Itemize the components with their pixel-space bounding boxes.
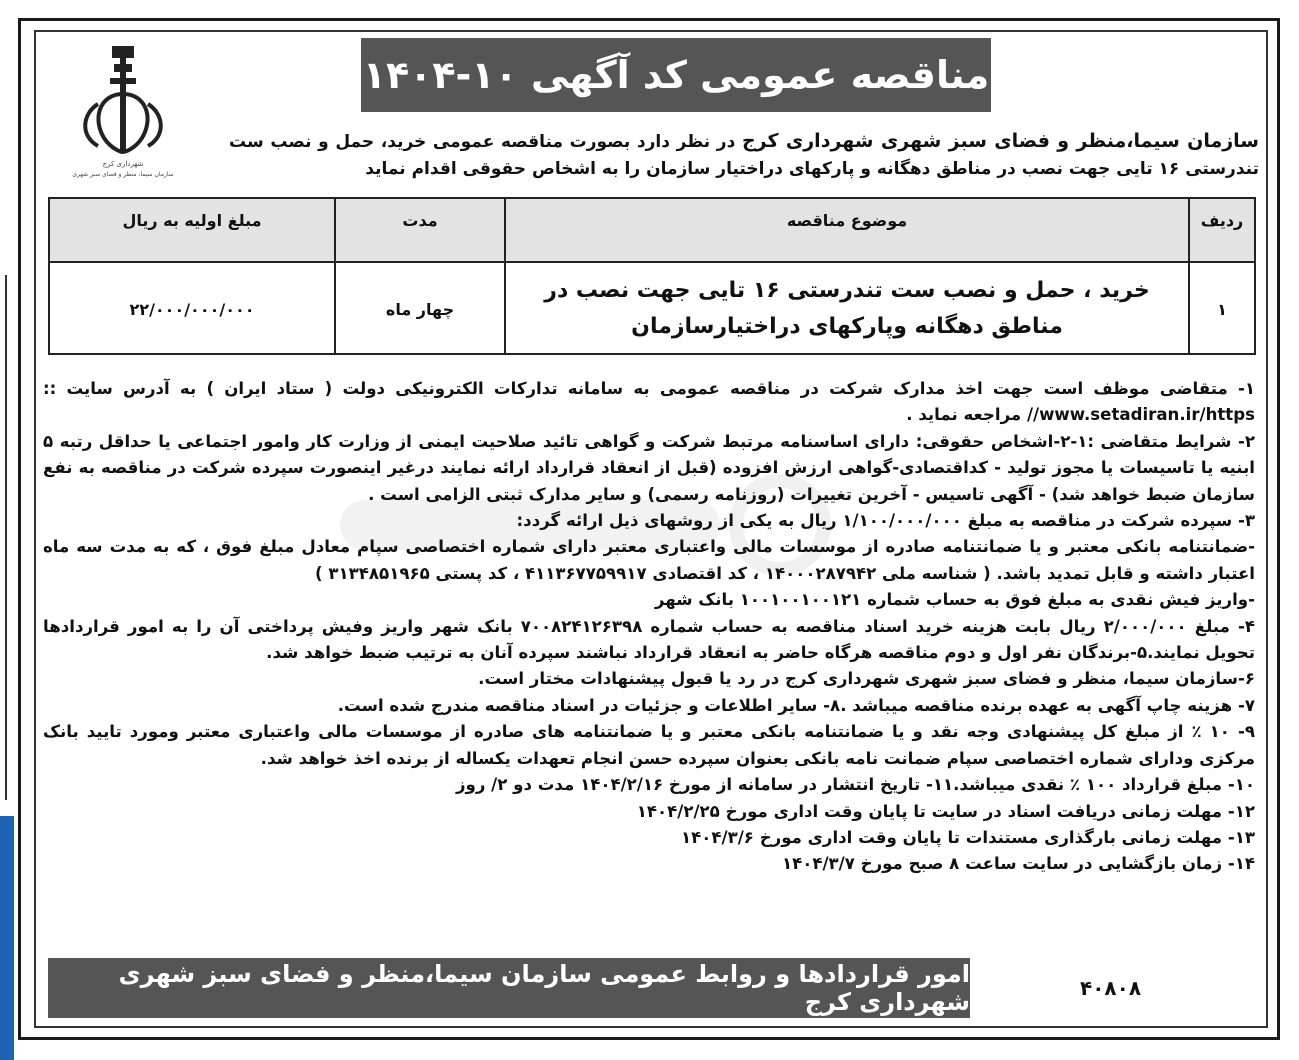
condition-item: ۱۲- مهلت زمانی دریافت اسناد در سایت تا پایان وقت اداری مورخ ۱۴۰۴/۲/۲۵ <box>636 801 1255 821</box>
condition-item: ۱۳- مهلت زمانی بارگذاری مستندات تا پایان وقت اداری مورخ ۱۴۰۴/۳/۶ <box>681 827 1255 847</box>
header-duration: مدت <box>334 199 504 261</box>
header-row-no: ردیف <box>1188 199 1254 261</box>
footer-org: امور قراردادها و روابط عمومی سازمان سیما،منظر و فضای سبز شهری شهرداری کرج <box>48 958 970 1018</box>
cell-amount: ۲۲/۰۰۰/۰۰۰/۰۰۰ <box>129 299 255 319</box>
condition-item: ۱۰- مبلغ قرارداد ۱۰۰ ٪ نقدی میباشد.۱۱- تاریخ انتشار در سامانه از مورخ ۱۴۰۴/۲/۱۶ مدت دو ۲/ روز <box>455 775 1255 795</box>
table-header-row <box>50 199 1254 263</box>
condition-item: ۷- هزینه چاپ آگهی به عهده برنده مناقصه میباشد .۸- سایر اطلاعات و جزئیات در اسناد مناقصه مندرج شده است. <box>337 695 1255 715</box>
intro-paragraph <box>229 128 1259 183</box>
condition-item: -ضمانتنامه بانکی معتبر و یا ضمانتنامه صادره از موسسات مالی واعتباری معتبر دارای شماره اختصاصی سپام معادل مبلغ فوق ، که به مدت سه ماه اعتبار داشته و قابل تمدید باشد. ( شناسه ملی ۱۴۰۰۰۲۸۷۹۴۲ ، کد اقتصادی ۴۱۱۳۶۷۷۵۹۹۱۷ ، کد پستی ۳۱۳۴۸۵۱۹۶۵ ) <box>43 537 1255 583</box>
table-row <box>50 263 1254 355</box>
intro-org: سازمان سیما،منظر و فضای سبز شهری شهرداری کرج <box>741 130 1259 152</box>
condition-item: ۲- شرایط متقاضی :۱-۲-اشخاص حقوقی: دارای اساسنامه مرتبط شرکت و گواهی تائید صلاحیت ایمنی از وزارت کار وامور اجتماعی یا حداقل رتبه ۵ ابنیه یا تاسیسات یا مجوز تولید - کداقتصادی-گواهی ارزش افزوده (قبل از انعقاد قرارداد ارائه نمایند درغیر اینصورت سپرده شرکت در مناقصه به نفع سازمان ضبط خواهد شد) - آگهی تاسیس - آخرین تغییرات (روزنامه رسمی) و سایر مدارک ثبتی الزامی است . <box>43 431 1255 504</box>
condition-item: ۳- سپرده شرکت در مناقصه به مبلغ ۱/۱۰۰/۰۰۰/۰۰۰ ریال به یکی از روشهای ذیل ارائه گردد: <box>516 511 1255 531</box>
left-edge-accent <box>0 816 14 1060</box>
condition-item: -واریز فیش نقدی به مبلغ فوق به حساب شماره ۱۰۰۱۰۰۱۰۰۱۲۱ بانک شهر <box>654 590 1255 610</box>
condition-item: ۱- متقاضی موظف است جهت اخذ مدارک شرکت در مناقصه عمومی به سامانه تدارکات الکترونیکی دولت ( ستاد ایران ) به آدرس سایت :: www.setadiran.ir/https// مراجعه نماید . <box>43 379 1255 425</box>
cell-row-no: ۱ <box>1188 263 1254 355</box>
left-edge-rule <box>0 275 7 800</box>
condition-item: ۴- مبلغ ۲/۰۰۰/۰۰۰ ریال بابت هزینه خرید اسناد مناقصه به حساب شماره ۷۰۰۸۲۴۱۲۶۳۹۸ بانک شهر واریز وفیش پرداختی آن را به امور قراردادها تحویل نمایند.۵-برندگان نفر اول و دوم مناقصه هرگاه حاضر به انعقاد قرارداد نباشند سپرده آنان به ترتیب ضبط خواهد شد. <box>43 616 1255 663</box>
condition-item: ۱۴- زمان بازگشایی در سایت ساعت ۸ صبح مورخ ۱۴۰۴/۳/۷ <box>781 854 1255 874</box>
header-subject: موضوع مناقصه <box>504 199 1188 261</box>
logo-caption-1: شهرداری کرج <box>102 160 144 168</box>
cell-subject: خرید ، حمل و نصب ست تندرستی ۱۶ تایی جهت نصب در مناطق دهگانه وپارکهای دراختیارسازمان <box>504 263 1188 355</box>
header-amount: مبلغ اولیه به ریال <box>122 211 262 230</box>
condition-item: ۹- ۱۰ ٪ از مبلغ کل پیشنهادی وجه نقد و یا ضمانتنامه بانکی معتبر و یا ضمانتنامه های صادره از موسسات مالی واعتباری معتبر ومورد تایید بانک مرکزی ودارای شماره اختصاصی سپام ضمانت نامه بانکی بعنوان سپرده حسن انجام تعهدات یکساله از برنده اخذ خواهد شد. <box>43 722 1255 768</box>
logo-caption-2: سازمان سیما، منظر و فضای سبز شهری <box>72 171 174 178</box>
karaj-municipality-logo <box>52 34 194 182</box>
conditions-list <box>43 376 1255 878</box>
ad-code: ۴۰۸۰۸ <box>1080 976 1142 1000</box>
cell-duration: چهار ماه <box>334 263 504 355</box>
condition-item: ۶-سازمان سیما، منظر و فضای سبز شهری شهرداری کرج در رد یا قبول پیشنهادات مختار است. <box>478 669 1255 689</box>
page-title: مناقصه عمومی کد آگهی ۱۰-۱۴۰۴ <box>361 38 991 112</box>
intro-text: در نظر دارد بصورت مناقصه عمومی خرید، حمل و نصب ست تندرستی ۱۶ تایی جهت نصب در مناطق دهگانه و پارکهای دراختیار سازمان را به اشخاص حقوقی اقدام نماید <box>229 132 1259 179</box>
tender-table <box>48 197 1256 355</box>
